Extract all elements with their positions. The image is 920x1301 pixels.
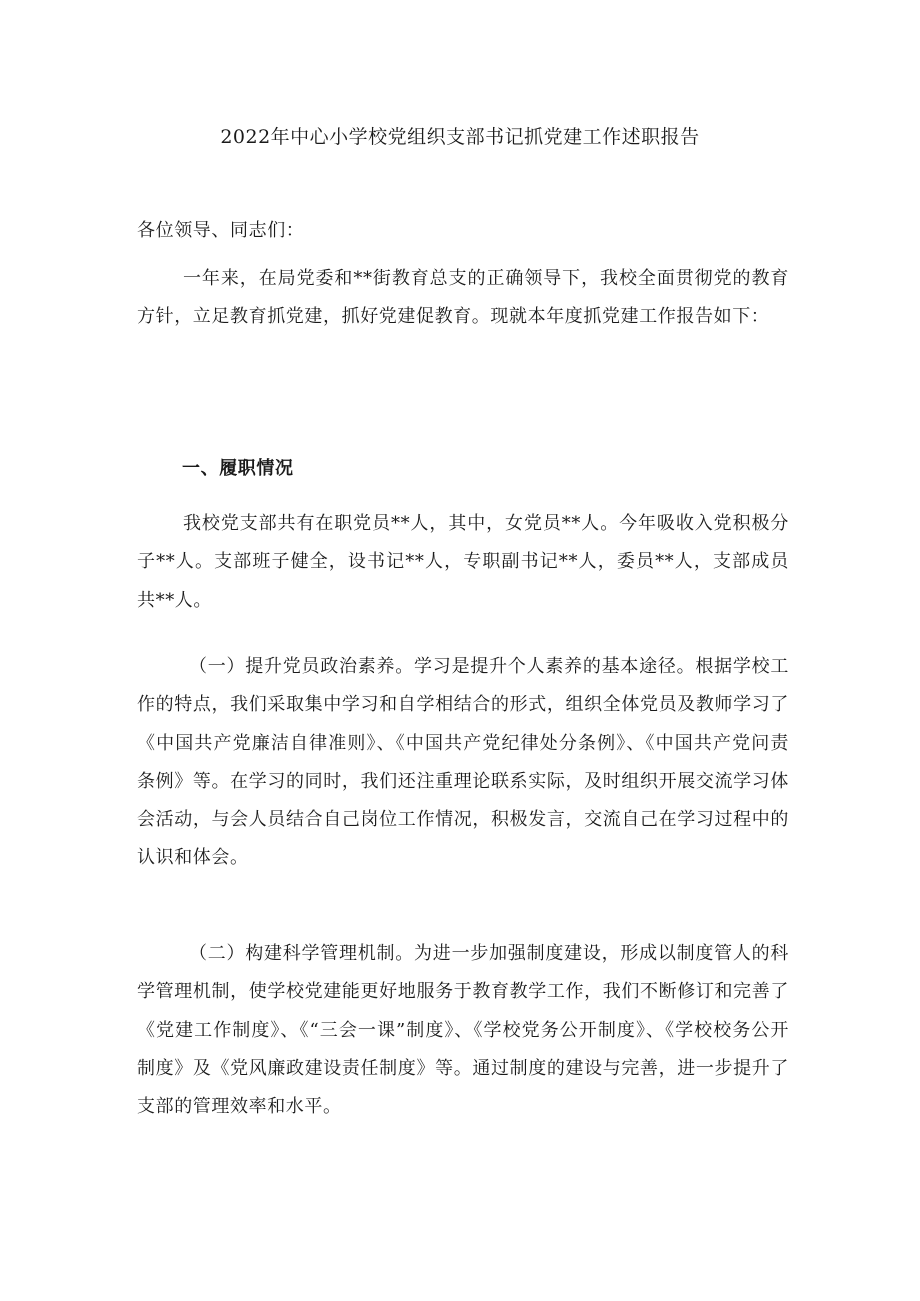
document-title: 2022年中心小学校党组织支部书记抓党建工作述职报告	[220, 126, 700, 148]
salutation: 各位领导、同志们：	[137, 220, 305, 241]
subsection-paragraph-1: （一）提升党员政治素养。学习是提升个人素养的基本途径。根据学校工作的特点，我们采取集中学习和自学相结合的形式，组织全体党员及教师学习了《中国共产党廉洁自律准则》、《中国共产党纪律处分条例》、《中国共产党问责条例》等。在学习的同时，我们还注重理论联系实际，及时组织开展交流学习体会活动，与会人员结合自己岗位工作情况，积极发言，交流自己在学习过程中的认识和体会。	[137, 656, 789, 869]
subsection-paragraph-2: （二）构建科学管理机制。为进一步加强制度建设，形成以制度管人的科学管理机制，使学校党建能更好地服务于教育教学工作，我们不断修订和完善了《党建工作制度》、《“三会一课”制度》、《学校党务公开制度》、《学校校务公开制度》及《党风廉政建设责任制度》等。通过制度的建设与完善，进一步提升了支部的管理效率和水平。	[137, 943, 789, 1118]
section-heading: 一、履职情况	[182, 458, 294, 479]
members-paragraph: 我校党支部共有在职党员**人，其中，女党员**人。今年吸收入党积极分子**人。支部班子健全，设书记**人，专职副书记**人，委员**人，支部成员共**人。	[137, 513, 789, 611]
intro-paragraph: 一年来，在局党委和**街教育总支的正确领导下，我校全面贯彻党的教育方针，立足教育抓党建，抓好党建促教育。现就本年度抓党建工作报告如下：	[137, 268, 789, 328]
